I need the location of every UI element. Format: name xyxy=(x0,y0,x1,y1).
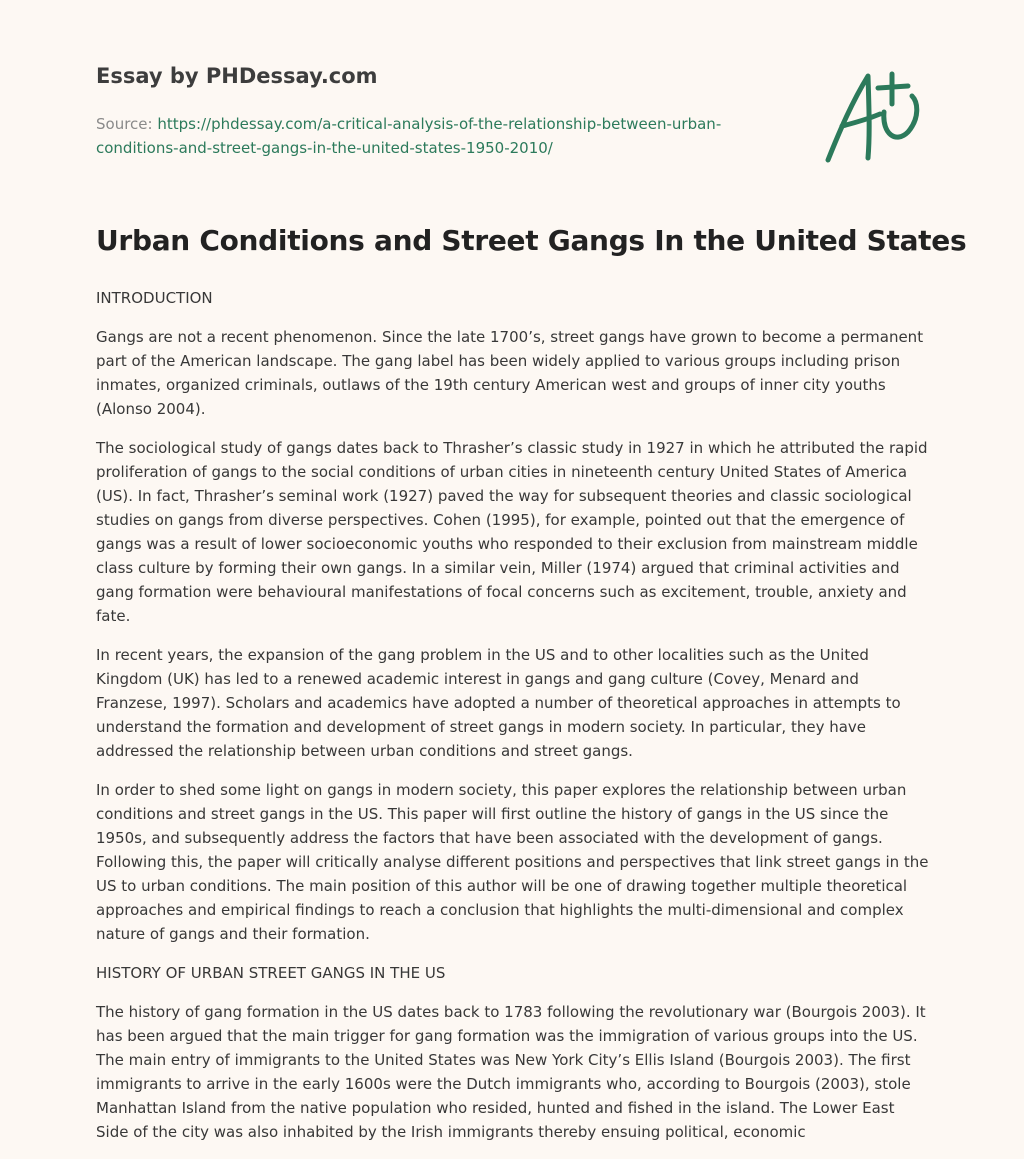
paragraph-2: The sociological study of gangs dates back to Thrasher’s classic study in 1927 in which he attributed the rapid proliferation of gangs to the social conditions of urban cities in nineteenth century United States of America (US). In fact, Thrasher’s seminal work (1927) paved the way for subsequent theories and classic sociological studies on gangs from diverse perspectives. Cohen (1995), for example, pointed out that the emergence of gangs was a result of lower socioeconomic youths who responded to their exclusion from mainstream middle class culture by forming their own gangs. In a similar vein, Miller (1974) argued that criminal activities and gang formation were behavioural manifestations of focal concerns such as excitement, trouble, anxiety and fate. xyxy=(96,439,928,625)
source-label: Source: xyxy=(96,115,158,133)
paragraph-1: Gangs are not a recent phenomenon. Since the late 1700’s, street gangs have grown to become a permanent part of the American landscape. The gang label has been widely applied to various groups including prison inmates, organized criminals, outlaws of the 19th century American west and groups of inner city youths (Alonso 2004). xyxy=(96,328,924,418)
paragraph-3: In recent years, the expansion of the gang problem in the US and to other localities such as the United Kingdom (UK) has led to a renewed academic interest in gangs and gang culture (Covey, Menard and Franzese, 1997). Scholars and academics have adopted a number of theoretical approaches in attempts to understand the formation and development of street gangs in modern society. In particular, they have addressed the relationship between urban conditions and street gangs. xyxy=(96,646,901,760)
a-plus-icon xyxy=(818,68,930,168)
site-brand: Essay by PHDessay.com xyxy=(96,64,378,88)
section-heading-introduction: INTRODUCTION xyxy=(96,289,213,307)
article-body xyxy=(96,286,930,1159)
paragraph-5: The history of gang formation in the US dates back to 1783 following the revolutionary war (Bourgois 2003). It has been argued that the main trigger for gang formation was the immigration of various groups into the US. The main entry of immigrants to the United States was New York City’s Ellis Island (Bourgois 2003). The first immigrants to arrive in the early 1600s were the Dutch immigrants who, according to Bourgois (2003), stole Manhattan Island from the native population who resided, hunted and fished in the island. The Lower East Side of the city was also inhabited by the Irish immigrants thereby ensuing political, economic xyxy=(96,1003,926,1141)
source-line xyxy=(96,112,756,160)
section-heading-history: HISTORY OF URBAN STREET GANGS IN THE US xyxy=(96,964,446,982)
source-link[interactable]: https://phdessay.com/a-critical-analysis-of-the-relationship-between-urban-conditions-and-street-gangs-in-the-united-states-1950-2010/ xyxy=(96,115,722,157)
paragraph-4: In order to shed some light on gangs in modern society, this paper explores the relationship between urban conditions and street gangs in the US. This paper will first outline the history of gangs in the US since the 1950s, and subsequently address the factors that have been associated with the development of gangs. Following this, the paper will critically analyse different positions and perspectives that link street gangs in the US to urban conditions. The main position of this author will be one of drawing together multiple theoretical approaches and empirical findings to reach a conclusion that highlights the multi-dimensional and complex nature of gangs and their formation. xyxy=(96,781,929,943)
article-title: Urban Conditions and Street Gangs In the United States xyxy=(96,224,967,257)
